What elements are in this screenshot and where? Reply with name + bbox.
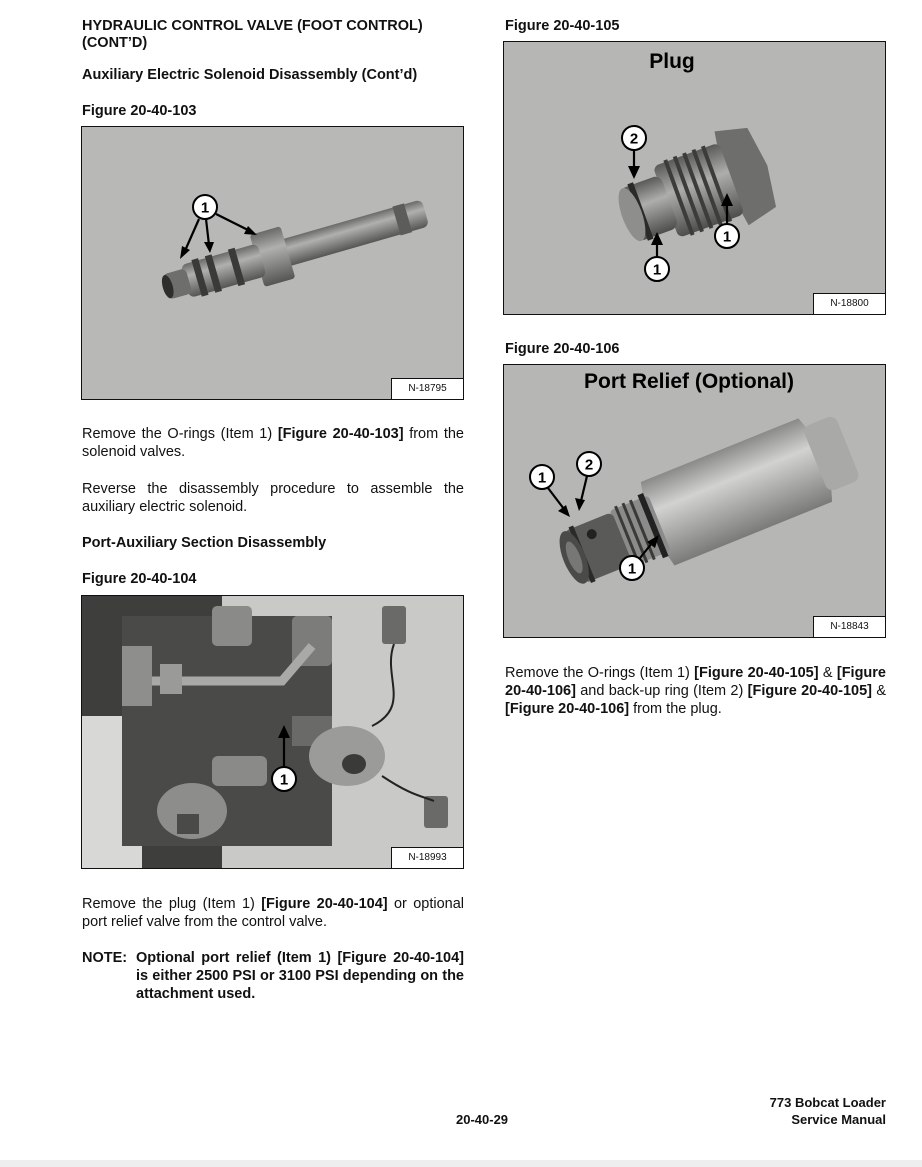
subsection-title-port-auxiliary: Port-Auxiliary Section Disassembly	[82, 535, 327, 551]
control-valve-photo	[82, 596, 464, 869]
figure-20-40-103	[81, 126, 464, 400]
callout-1a-fig105: 1	[722, 228, 732, 246]
figure-ref-link-103: [Figure 20-40-103]	[277, 426, 404, 442]
figure-ref-link-105b: [Figure 20-40-105]	[747, 683, 873, 699]
figure-ref-link-104: [Figure 20-40-104]	[261, 896, 388, 912]
note-text: Optional port relief (Item 1) [Figure 20-40-104] is either 2500 PSI or 3100 PSI depending on the attachment used.	[136, 950, 464, 1002]
callout-1a-fig106: 1	[537, 469, 547, 487]
callout-1b-fig105: 1	[652, 261, 662, 279]
figure-label-104: Figure 20-40-104	[82, 571, 197, 587]
callout-1-fig103: 1	[200, 199, 210, 217]
port-relief-photo	[504, 365, 886, 638]
solenoid-valve-photo	[82, 127, 464, 400]
manual-title	[770, 1094, 886, 1128]
section-title	[82, 18, 423, 52]
figure-label-103: Figure 20-40-103	[82, 103, 197, 119]
figure-ref-104: N-18993	[391, 847, 464, 869]
note-block	[82, 949, 464, 1005]
figure-label-106: Figure 20-40-106	[505, 341, 620, 357]
callout-1-fig104: 1	[279, 771, 289, 789]
paragraph-remove-orings-plug: Remove the O-rings (Item 1) [Figure 20-40-105] & [Figure 20-40-106] and back-up ring (Item 2) [Figure 20-40-105] & [Figure 20-40-106] from the plug.	[505, 665, 886, 717]
page-number: 20-40-29	[456, 1112, 509, 1127]
figure-label-105: Figure 20-40-105	[505, 18, 620, 34]
callout-1b-fig106: 1	[627, 560, 637, 578]
plug-photo	[504, 42, 886, 315]
figure-ref-105: N-18800	[813, 293, 886, 315]
page-bottom-band	[0, 1160, 922, 1167]
manual-title-line-1: 773 Bobcat Loader	[769, 1095, 886, 1110]
figure-title-plug: Plug	[649, 50, 695, 73]
figure-20-40-106	[503, 364, 886, 638]
callout-2-fig105: 2	[629, 130, 639, 148]
paragraph-remove-orings-solenoid: Remove the O-rings (Item 1) [Figure 20-40-103] from the solenoid valves.	[82, 426, 464, 460]
section-title-line-1: HYDRAULIC CONTROL VALVE (FOOT CONTROL)	[82, 18, 423, 34]
figure-title-port-relief: Port Relief (Optional)	[584, 370, 794, 393]
callout-2-fig106: 2	[584, 456, 594, 474]
section-title-line-2: (CONT’D)	[82, 35, 148, 51]
note-label: NOTE:	[82, 950, 128, 966]
figure-ref-link-106b: [Figure 20-40-106]	[505, 701, 630, 717]
figure-ref-link-106a: [Figure 20-40-106]	[505, 665, 886, 699]
paragraph-reverse-procedure: Reverse the disassembly procedure to assemble the auxiliary electric solenoid.	[82, 481, 464, 515]
figure-ref-link-105a: [Figure 20-40-105]	[694, 665, 819, 681]
subsection-title-solenoid: Auxiliary Electric Solenoid Disassembly (Cont’d)	[82, 67, 418, 83]
figure-20-40-104	[81, 595, 464, 869]
paragraph-remove-plug: Remove the plug (Item 1) [Figure 20-40-104] or optional port relief valve from the control valve.	[82, 896, 464, 930]
figure-ref-103: N-18795	[391, 378, 464, 400]
manual-title-line-2: Service Manual	[791, 1112, 886, 1127]
figure-20-40-105	[503, 41, 886, 315]
figure-ref-106: N-18843	[813, 616, 886, 638]
